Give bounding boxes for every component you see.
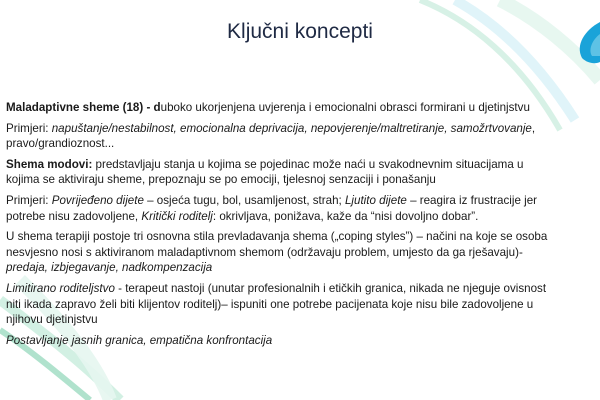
term-maladaptive-schemas: Maladaptivne sheme (18) - d	[6, 101, 161, 114]
mode-angry-child: Ljutito dijete	[344, 193, 407, 207]
definition-limited-reparenting: - terapeut nastoji (unutar profesionalnih i etičkih granica, nikada ne njeguje ovisnost niti ikada zapravo želi biti klijentov roditelj)– ispuniti one potrebe pacijenata koje nisu bile zadovoljene u njihovu djetinjstvu	[6, 281, 547, 327]
paragraph-schema-modes	[6, 157, 554, 188]
paragraph-mode-examples	[6, 193, 554, 224]
mode-critical-parent: Kritički roditelj	[141, 209, 213, 223]
paragraph-coping-styles	[6, 229, 554, 276]
boundaries-text: Postavljanje jasnih granica, empatična konfrontacija	[6, 333, 273, 347]
schema-examples: napuštanje/nestabilnost, emocionalna deprivacija, nepovjerenje/maltretiranje, samožrtvovanje	[51, 121, 532, 135]
term-schema-modes: Shema modovi:	[6, 157, 93, 171]
mode-critical-parent-text: : okrivljava, ponižava, kaže da “nisi dovoljno dobar”.	[212, 209, 479, 223]
definition-maladaptive-schemas: uboko ukorjenjena uvjerenja i emocionalni obrasci formirani u djetinjstvu	[160, 101, 530, 114]
term-limited-reparenting: Limitirano roditeljstvo	[6, 281, 115, 295]
schema-examples-tail: , pravo/grandioznost...	[6, 121, 536, 151]
slide-title: Ključni koncepti	[227, 20, 373, 43]
mode-examples-lead: Primjeri:	[6, 193, 52, 207]
coping-styles-text: U shema terapiji postoje tri osnovna stila prevladavanja shema („coping styles”) – načini na koje se osoba nesvjesno nosi s aktiviranom maladaptivnom shemom (održavaju problem, umjesto da ga rješavaju)-	[6, 230, 548, 259]
mode-angry-child-text: – reagira iz frustracije jer potrebe nisu zadovoljene,	[6, 193, 538, 223]
paragraph-maladaptive-schemas	[6, 100, 554, 116]
mode-hurt-child-text: – osjeća tugu, bol, usamljenost, strah;	[143, 193, 345, 207]
definition-schema-modes: predstavljaju stanja u kojima se pojedinac može naći u svakodnevnim situacijama u kojima se aktiviraju sheme, prepoznaju se po emociji, tjelesnoj senzaciji i ponašanju	[6, 157, 524, 187]
paragraph-schema-examples	[6, 121, 554, 152]
examples-lead: Primjeri:	[6, 121, 52, 135]
slide-body	[6, 100, 554, 353]
mode-hurt-child: Povrijeđeno dijete	[51, 193, 144, 207]
paragraph-limited-reparenting	[6, 281, 554, 328]
paragraph-boundaries	[6, 333, 554, 349]
coping-styles-list: predaja, izbjegavanje, nadkompenzacija	[6, 261, 213, 275]
